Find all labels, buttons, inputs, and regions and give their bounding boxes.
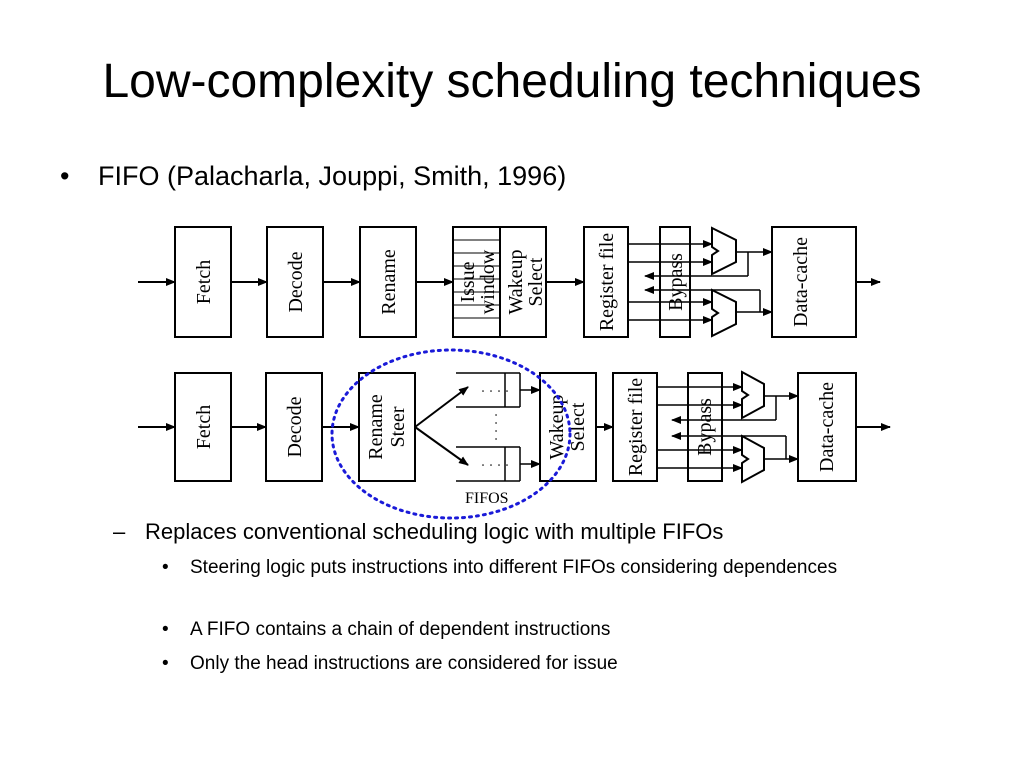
top-alu-upper [712, 228, 736, 274]
top-data-cache-box [772, 227, 856, 337]
sub-sub-bullet-2 [162, 616, 882, 643]
bottom-rename-label: Rename [365, 394, 387, 460]
bottom-data-cache-label: Data-cache [816, 382, 838, 472]
bullet-dot: • [60, 161, 70, 191]
top-alu-lower [712, 290, 736, 336]
bottom-alu-lower [742, 436, 764, 482]
sub-sub-dot: • [162, 557, 169, 578]
bottom-select-label: Select [567, 402, 589, 452]
sub-bullet [113, 517, 723, 547]
fifo-middle-dots: . . . . [484, 413, 501, 441]
fifo-bottom-dots: . . . . [481, 453, 509, 470]
bottom-alu-upper [742, 372, 764, 418]
top-data-cache-label: Data-cache [790, 237, 812, 327]
bottom-register-file-label: Register file [625, 377, 647, 477]
sub-bullet-text: Replaces conventional scheduling logic with multiple FIFOs [145, 519, 724, 544]
top-rename-label: Rename [378, 249, 400, 315]
top-fetch-label: Fetch [193, 259, 215, 305]
bottom-wakeup-label: Wakeup [546, 394, 568, 460]
sub-bullet-dash: – [113, 519, 126, 544]
top-wakeup-label: Wakeup [505, 249, 527, 315]
top-register-file-label: Register file [596, 232, 618, 332]
bottom-steer-label: Steer [387, 406, 409, 448]
top-decode-label: Decode [285, 251, 307, 313]
bottom-decode-label: Decode [284, 396, 306, 458]
sub-sub-bullet-text: Steering logic puts instructions into different FIFOs considering dependences [190, 557, 838, 578]
fifo-top-dots: . . . . [481, 379, 509, 396]
sub-sub-dot: • [162, 653, 169, 674]
fifos-label: FIFOS [465, 490, 509, 507]
sub-sub-bullet-text: Only the head instructions are considered for issue [190, 653, 618, 674]
sub-sub-bullet-3 [162, 650, 882, 677]
bottom-pipeline [138, 372, 890, 482]
bottom-bypass-label: Bypass [694, 398, 716, 456]
bullet-fifo-text: FIFO (Palacharla, Jouppi, Smith, 1996) [98, 161, 567, 191]
sub-sub-dot: • [162, 619, 169, 640]
top-window-label: window [477, 249, 499, 315]
sub-sub-bullet-text: A FIFO contains a chain of dependent instructions [190, 619, 611, 640]
sub-sub-bullet-1 [162, 554, 882, 581]
top-issue-label: Issue [457, 261, 479, 303]
top-bypass-label: Bypass [665, 253, 687, 311]
bottom-fetch-label: Fetch [193, 404, 215, 450]
slide-title: Low-complexity scheduling techniques [102, 55, 922, 108]
top-select-label: Select [525, 257, 547, 307]
